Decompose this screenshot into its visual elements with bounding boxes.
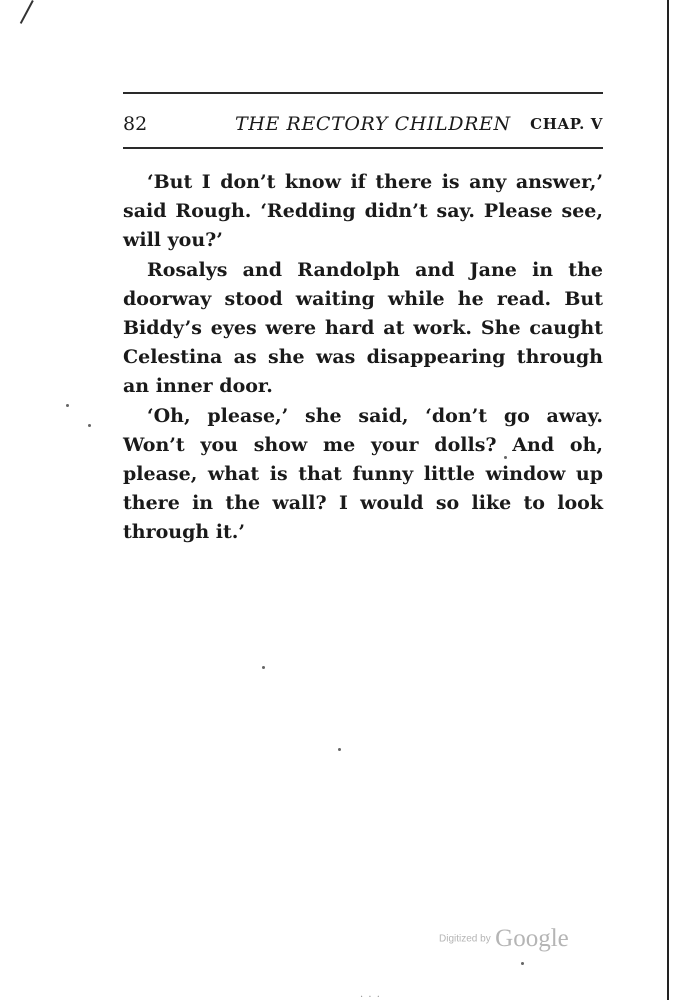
chapter-label: CHAP. V [530, 115, 603, 133]
scan-speck [66, 404, 69, 407]
body-text [123, 168, 603, 548]
scan-speck [88, 424, 91, 427]
paragraph-1: ‘But I don’t know if there is any answer,’ said Rough. ‘Redding didn’t say. Please see, will you?’ [123, 171, 603, 252]
scan-speck [262, 666, 265, 669]
header-rule-top [123, 92, 603, 94]
scan-speck [521, 962, 524, 965]
running-title: THE RECTORY CHILDREN [235, 113, 511, 135]
scan-speck [504, 456, 507, 459]
watermark-brand: Google [495, 925, 569, 952]
scan-mark [20, 0, 34, 24]
page-number: 82 [123, 113, 148, 135]
header-rule-bottom [123, 147, 603, 149]
digitized-watermark [439, 925, 569, 953]
paragraph-3: ‘Oh, please,’ she said, ‘don’t go away. Won’t you show me your dolls? And oh, please, what is that funny little window up there in the wall? I would so like to look through it.’ [123, 404, 603, 544]
watermark-prefix: Digitized by [439, 933, 491, 945]
scan-bottom-marks: · · · [360, 992, 381, 1003]
running-header [123, 110, 603, 138]
scan-speck [338, 748, 341, 751]
page-edge-line [667, 0, 669, 1000]
paragraph-2: Rosalys and Randolph and Jane in the doorway stood waiting while he read. But Biddy’s eyes were hard at work. She caught Celestina as she was disappearing through an inner door. [123, 258, 603, 398]
